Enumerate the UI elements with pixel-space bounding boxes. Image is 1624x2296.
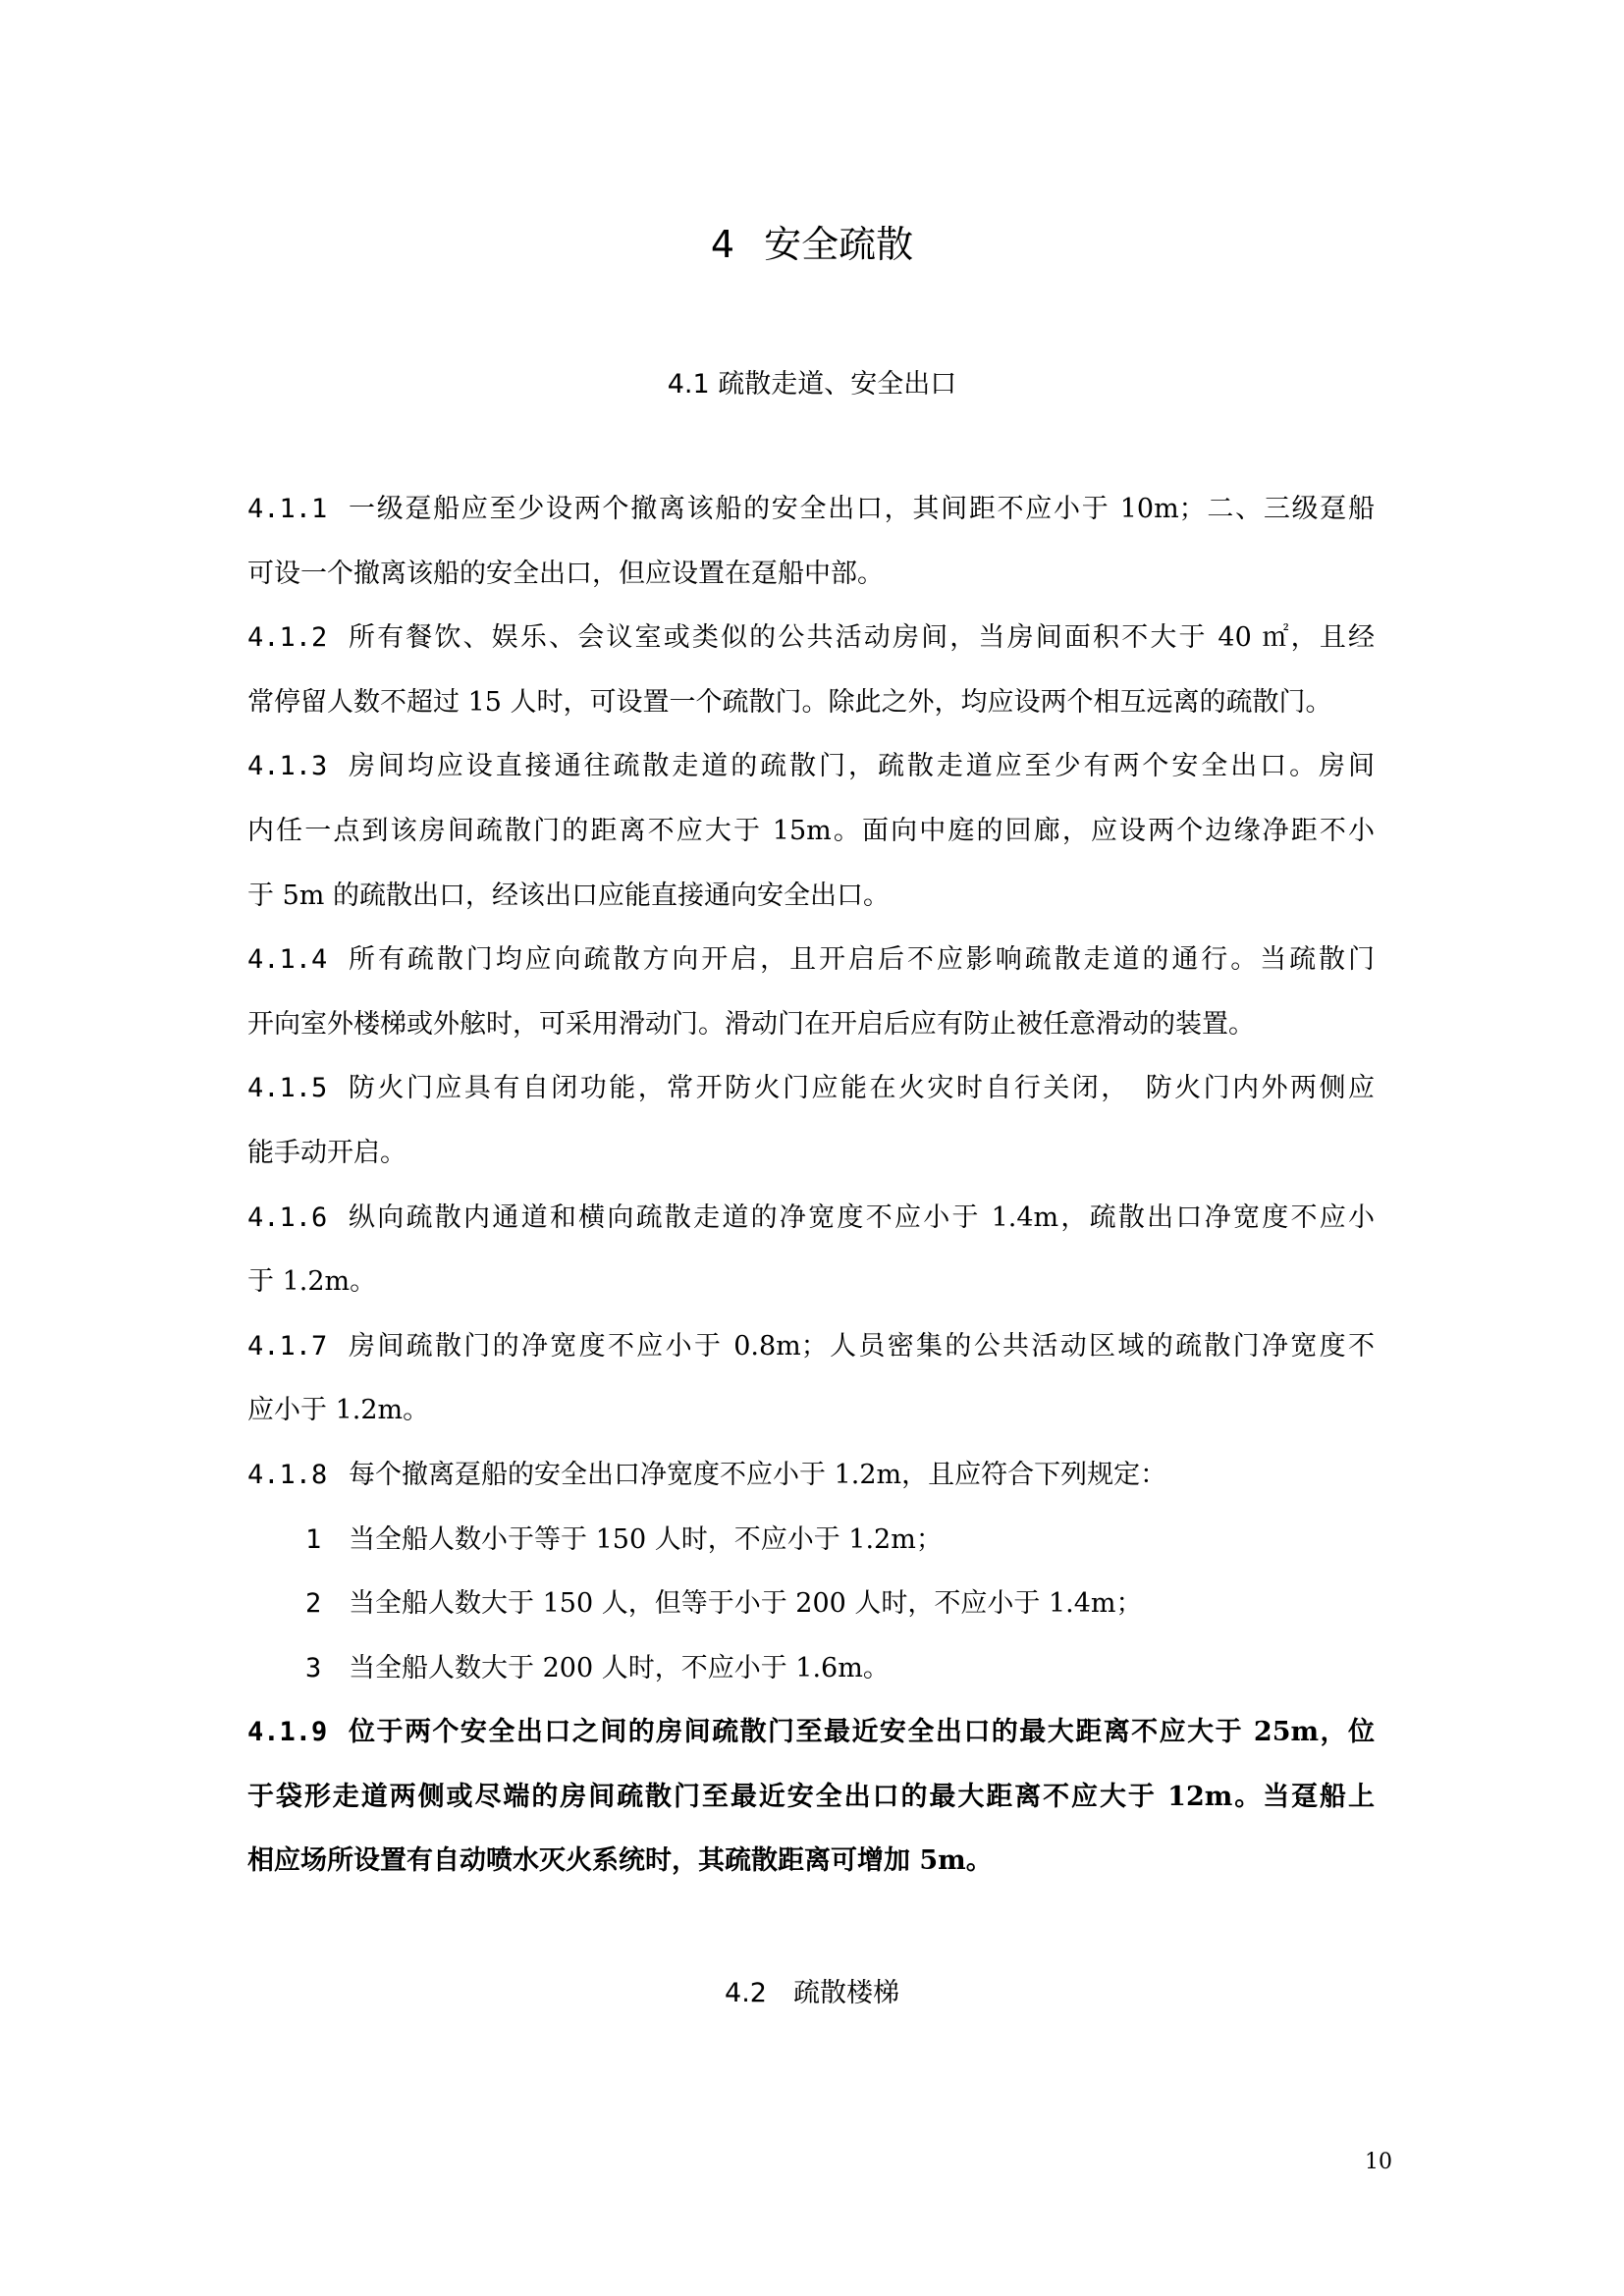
clause-text: 防火门应具有自闭功能，常开防火门应能在火灾时自行关闭， 防火门内外两侧应 (349, 1073, 1375, 1104)
clause-line (247, 734, 1375, 799)
sub-item (247, 1636, 1375, 1701)
sub-item-number: 3 (305, 1652, 322, 1683)
sub-item-text: 当全船人数大于 150 人，但等于小于 200 人时，不应小于 1.4m； (349, 1588, 1143, 1620)
sub-item-text: 当全船人数大于 200 人时，不应小于 1.6m。 (349, 1652, 890, 1683)
clause-text: 所有疏散门均应向疏散方向开启，且开启后不应影响疏散走道的通行。当疏散门 (349, 944, 1375, 976)
clause-number: 4.1.6 (247, 1201, 328, 1233)
clause-text: 纵向疏散内通道和横向疏散走道的净宽度不应小于 1.4m，疏散出口净宽度不应小 (349, 1201, 1375, 1233)
sub-item-number: 2 (305, 1588, 322, 1620)
clause-line (247, 864, 1375, 929)
clause-text: 于 1.2m。 (247, 1266, 377, 1298)
clause-number: 4.1.7 (247, 1330, 328, 1362)
clause-line (247, 928, 1375, 992)
clause-text: 可设一个撤离该船的安全出口，但应设置在趸船中部。 (247, 558, 884, 589)
clause-text: 于袋形走道两侧或尽端的房间疏散门至最近安全出口的最大距离不应大于 12m。当趸船上 (247, 1781, 1375, 1812)
clause-text: 每个撤离趸船的安全出口净宽度不应小于 1.2m，且应符合下列规定： (349, 1459, 1167, 1490)
clause-number: 4.1.3 (247, 751, 328, 782)
clause-line (247, 1314, 1375, 1379)
clause-line (247, 1829, 1375, 1894)
chapter-title-text: 安全疏散 (764, 223, 914, 266)
clause-text: 内任一点到该房间疏散门的距离不应大于 15m。面向中庭的回廊，应设两个边缘净距不小 (247, 815, 1375, 846)
sub-item (247, 1572, 1375, 1636)
sub-item (247, 1508, 1375, 1573)
clause-text: 相应场所设置有自动喷水灭火系统时，其疏散距离可增加 5m。 (247, 1845, 993, 1877)
clause-number: 4.1.5 (247, 1073, 328, 1104)
clause-text: 应小于 1.2m。 (247, 1395, 430, 1426)
clause-line (247, 1121, 1375, 1186)
clause-line (247, 670, 1375, 735)
clause-line (247, 799, 1375, 864)
clause-line (247, 1186, 1375, 1251)
clause-line (247, 1250, 1375, 1314)
clause-line (247, 1056, 1375, 1121)
clause-line (247, 1443, 1375, 1508)
clause-number: 4.1.9 (247, 1717, 328, 1748)
clause-number: 4.1.2 (247, 622, 328, 654)
clause-text: 一级趸船应至少设两个撤离该船的安全出口，其间距不应小于 10m；二、三级趸船 (349, 494, 1375, 524)
clause-line (247, 992, 1375, 1057)
clause-number: 4.1.1 (247, 494, 328, 524)
clause-text: 位于两个安全出口之间的房间疏散门至最近安全出口的最大距离不应大于 25m，位 (349, 1717, 1375, 1748)
clause-line (247, 1700, 1375, 1765)
clause-text: 房间均应设直接通往疏散走道的疏散门，疏散走道应至少有两个安全出口。房间 (349, 751, 1375, 782)
sub-item-text: 当全船人数小于等于 150 人时，不应小于 1.2m； (349, 1523, 943, 1555)
chapter-title (0, 214, 1624, 268)
clause-text: 开向室外楼梯或外舷时，可采用滑动门。滑动门在开启后应有防止被任意滑动的装置。 (247, 1008, 1255, 1040)
clause-text: 于 5m 的疏散出口，经该出口应能直接通向安全出口。 (247, 880, 890, 911)
clause-text: 能手动开启。 (247, 1137, 406, 1168)
clause-number: 4.1.4 (247, 944, 328, 976)
clause-text: 房间疏散门的净宽度不应小于 0.8m；人员密集的公共活动区域的疏散门净宽度不 (349, 1330, 1375, 1362)
section-heading-4-2: 4.2 疏散楼梯 (725, 1978, 899, 2008)
chapter-number: 4 (710, 223, 735, 266)
section-heading-4-1: 4.1 疏散走道、安全出口 (667, 369, 957, 400)
clause-line (247, 542, 1375, 607)
clause-line (247, 1765, 1375, 1830)
page-number: 10 (1365, 2150, 1392, 2174)
clause-text: 常停留人数不超过 15 人时，可设置一个疏散门。除此之外，均应设两个相互远离的疏散门。 (247, 686, 1332, 718)
clause-number: 4.1.8 (247, 1459, 328, 1490)
clause-line (247, 1378, 1375, 1443)
clause-line (247, 477, 1375, 542)
document-body (247, 477, 1375, 1894)
clause-line (247, 606, 1375, 670)
sub-item-number: 1 (305, 1523, 322, 1555)
clause-text: 所有餐饮、娱乐、会议室或类似的公共活动房间，当房间面积不大于 40 ㎡，且经 (349, 622, 1375, 654)
